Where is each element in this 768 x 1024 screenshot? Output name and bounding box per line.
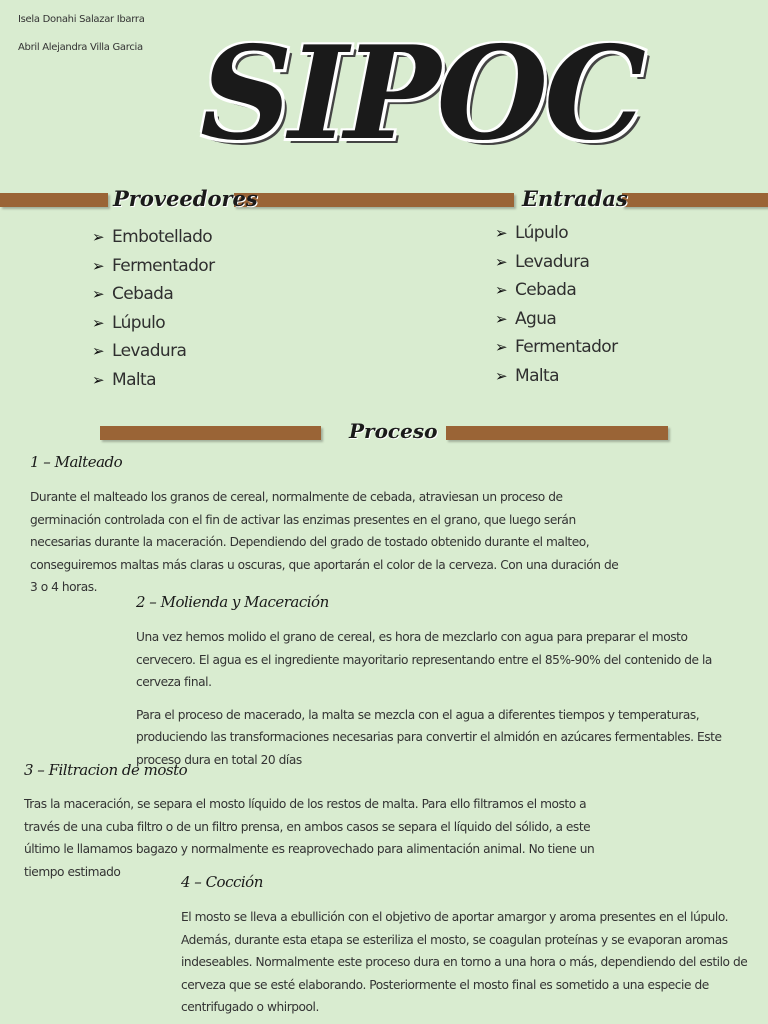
entradas-heading: Entradas <box>522 186 628 211</box>
arrow-bullet-icon: ➢ <box>92 228 104 246</box>
entradas-list <box>495 219 617 391</box>
step-4-body <box>181 906 749 1019</box>
list-item: ➢ Embotellado <box>92 223 214 252</box>
step-3-body <box>24 793 600 883</box>
divider-bar-right <box>622 193 768 207</box>
arrow-bullet-icon: ➢ <box>92 313 104 332</box>
arrow-bullet-icon: ➢ <box>495 224 507 242</box>
step-2-title: 2 – Molienda y Maceración <box>136 593 329 611</box>
list-item: ➢ Cebada <box>495 276 617 305</box>
arrow-bullet-icon: ➢ <box>495 366 507 385</box>
step-4-paragraph: El mosto se lleva a ebullición con el objetivo de aportar amargor y aroma presentes en el lúpulo. Además, durante esta etapa se esteriliza el mosto, se coagulan proteínas y se evaporan aromas indeseables. Normalmente este proceso dura en torno a una hora o más, dependiendo del estilo de cerveza que se esté elaborando. Posteriormente el mosto final es sometido a una especie de centrifugado o whirpool. <box>181 910 748 1015</box>
divider-bar-left <box>0 193 108 207</box>
list-item: ➢ Lúpulo <box>92 309 214 338</box>
arrow-bullet-icon: ➢ <box>495 252 507 271</box>
list-item: ➢ Fermentador <box>92 252 214 281</box>
arrow-bullet-icon: ➢ <box>495 281 507 300</box>
proveedores-list <box>92 223 214 395</box>
step-1-body <box>30 486 622 599</box>
step-3-title: 3 – Filtracion de mosto <box>24 761 188 779</box>
arrow-bullet-icon: ➢ <box>92 256 104 275</box>
arrow-bullet-icon: ➢ <box>495 309 507 328</box>
list-item: ➢ Levadura <box>495 248 617 277</box>
list-item: ➢ Cebada <box>92 280 214 309</box>
author-1: Isela Donahi Salazar Ibarra <box>18 14 145 25</box>
divider-bar-middle <box>234 193 514 207</box>
list-item: ➢ Levadura <box>92 337 214 366</box>
arrow-bullet-icon: ➢ <box>92 370 104 389</box>
list-item: ➢ Agua <box>495 305 617 334</box>
proceso-heading: Proceso <box>349 419 438 443</box>
list-item: ➢ Malta <box>92 366 214 395</box>
list-item: ➢ Lúpulo <box>495 219 617 248</box>
step-4-title: 4 – Cocción <box>181 873 263 891</box>
proceso-bar-right <box>446 426 668 440</box>
page-title: SIPOC <box>200 19 642 169</box>
list-item: ➢ Malta <box>495 362 617 391</box>
proveedores-heading: Proveedores <box>113 186 258 211</box>
arrow-bullet-icon: ➢ <box>495 338 507 357</box>
step-2-body <box>136 626 748 772</box>
arrow-bullet-icon: ➢ <box>92 285 104 304</box>
list-item: ➢ Fermentador <box>495 333 617 362</box>
step-1-title: 1 – Malteado <box>30 453 123 471</box>
step-2-paragraph-1: Una vez hemos molido el grano de cereal, es hora de mezclarlo con agua para preparar el mosto cervecero. El agua es el ingrediente mayoritario representando entre el 85%-90% del contenido de la cerveza final. <box>136 630 712 690</box>
step-1-paragraph: Durante el malteado los granos de cereal, normalmente de cebada, atraviesan un proceso de germinación controlada con el fin de activar las enzimas presentes en el grano, que luego serán necesarias durante la maceración. Dependiendo del grado de tostado obtenido durante el malteo, conseguiremos maltas más claras u oscuras, que aportarán el color de la cerveza. Con una duración de 3 o 4 horas. <box>30 490 619 595</box>
author-2: Abril Alejandra Villa Garcia <box>18 42 143 53</box>
proceso-bar-left <box>100 426 321 440</box>
step-3-paragraph: Tras la maceración, se separa el mosto líquido de los restos de malta. Para ello filtramos el mosto a través de una cuba filtro o de un filtro prensa, en ambos casos se separa el líquido del sólido, a este último le llamamos bagazo y normalmente es reaprovechado para alimentación animal. No tiene un tiempo estimado <box>24 797 595 879</box>
step-2-paragraph-2: Para el proceso de macerado, la malta se mezcla con el agua a diferentes tiempos y temperaturas, produciendo las transformaciones necesarias para convertir el almidón en azúcares fermentables. Este proceso dura en total 20 días <box>136 707 722 767</box>
arrow-bullet-icon: ➢ <box>92 342 104 361</box>
